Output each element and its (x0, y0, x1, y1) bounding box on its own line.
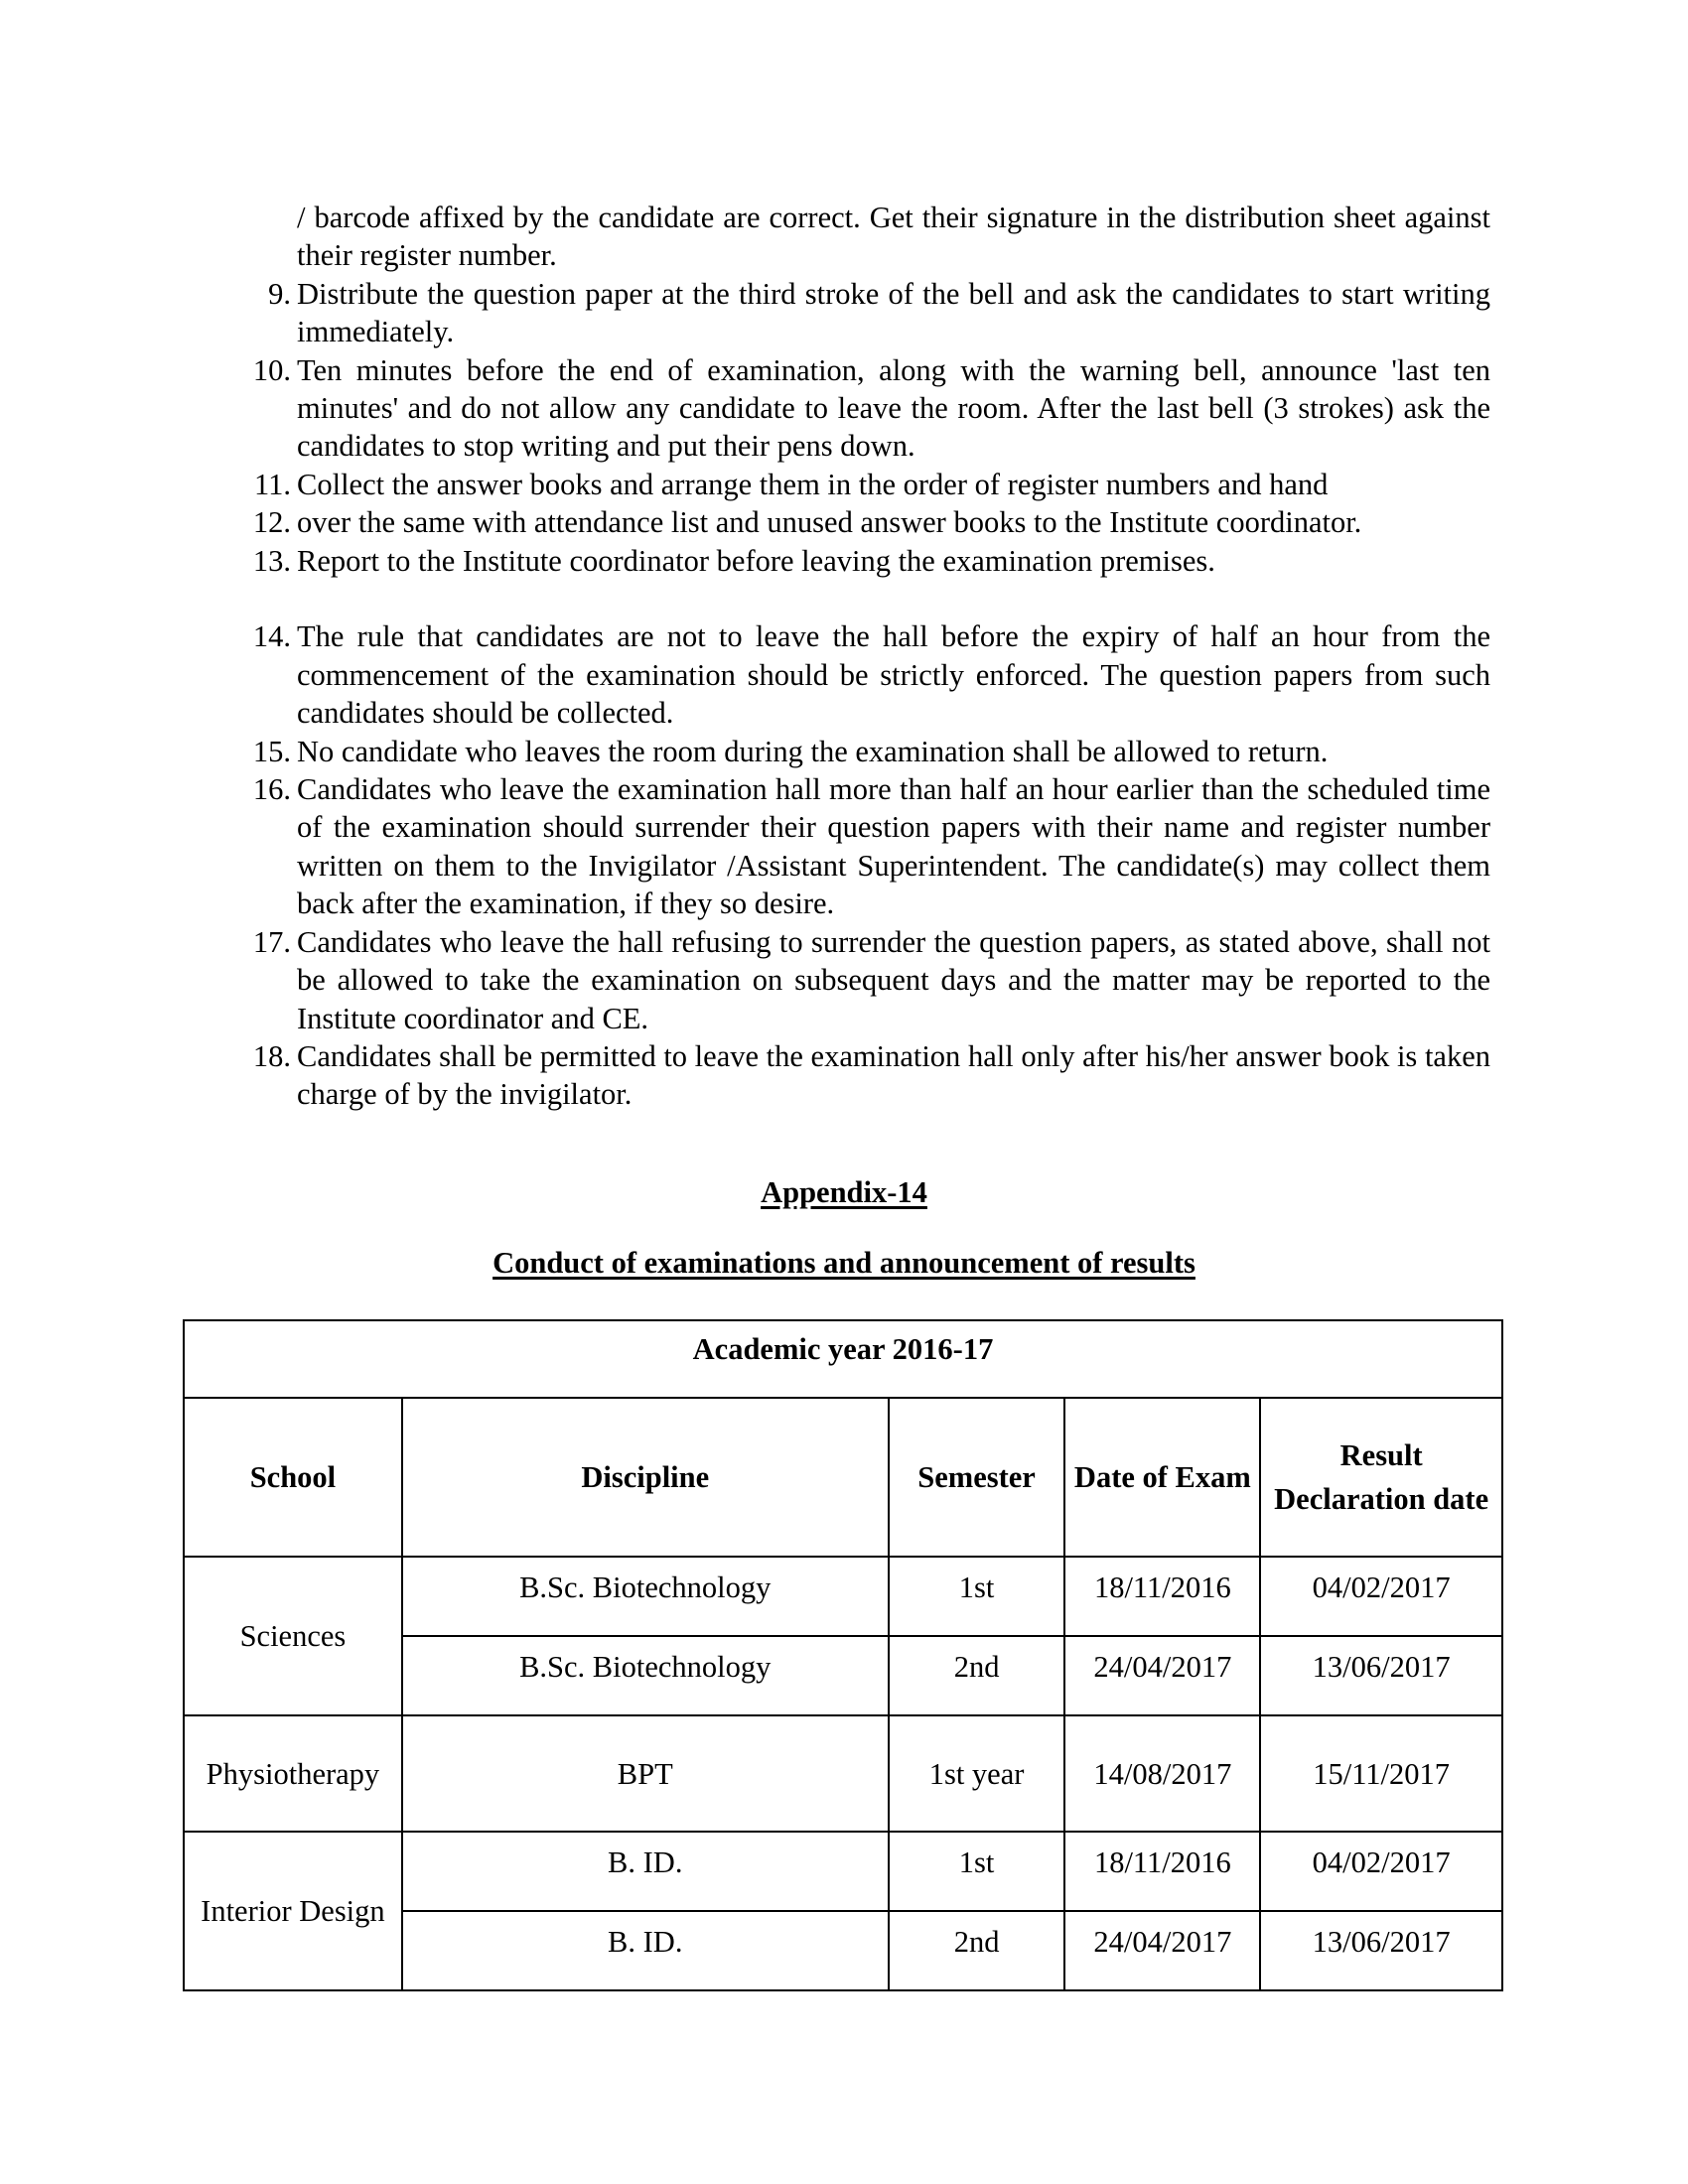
instruction-item (242, 770, 1490, 923)
discipline-cell: B. ID. (402, 1911, 889, 1990)
result-date-cell: 13/06/2017 (1260, 1911, 1502, 1990)
exam-date-cell: 14/08/2017 (1064, 1715, 1260, 1832)
result-date-cell: 04/02/2017 (1260, 1557, 1502, 1636)
item-number: 12. (252, 505, 291, 540)
item-text: No candidate who leaves the room during the examination shall be allowed to return. (297, 734, 1329, 768)
discipline-cell: B. ID. (402, 1832, 889, 1911)
col-header-result-date: Result Declaration date (1260, 1398, 1502, 1557)
item-text: Candidates who leave the hall refusing to surrender the question papers, as stated above, shall not be allowed to take the examination on subsequent days and the matter may be reported to the Institute coordinator and CE. (297, 924, 1490, 1035)
item-number: 17. (252, 924, 291, 959)
semester-cell: 2nd (889, 1636, 1065, 1715)
col-header-semester: Semester (889, 1398, 1065, 1557)
discipline-cell: BPT (402, 1715, 889, 1832)
item-text: Distribute the question paper at the third stroke of the bell and ask the candidates to start writing immediately. (297, 276, 1490, 349)
appendix-subtitle: Conduct of examinations and announcement of results (492, 1246, 1196, 1280)
academic-year-caption: Academic year 2016-17 (184, 1320, 1502, 1398)
instruction-item (242, 466, 1490, 503)
exam-date-cell: 24/04/2017 (1064, 1911, 1260, 1990)
table-row (184, 1557, 1502, 1636)
school-cell: Sciences (184, 1557, 402, 1715)
item-text: over the same with attendance list and unused answer books to the Institute coordinator. (297, 505, 1362, 540)
table-row (184, 1832, 1502, 1911)
appendix-title: Appendix-14 (761, 1175, 927, 1209)
item-number: 11. (254, 467, 291, 501)
semester-cell: 2nd (889, 1911, 1065, 1990)
table-header-row (184, 1398, 1502, 1557)
exam-date-cell: 24/04/2017 (1064, 1636, 1260, 1715)
item-text: Report to the Institute coordinator before leaving the examination premises. (297, 543, 1215, 578)
item-text: Candidates shall be permitted to leave the examination hall only after his/her answer book is taken charge of by the invigilator. (297, 1038, 1490, 1112)
discipline-cell: B.Sc. Biotechnology (402, 1636, 889, 1715)
school-cell: Physiotherapy (184, 1715, 402, 1832)
exam-date-cell: 18/11/2016 (1064, 1832, 1260, 1911)
item-text: Collect the answer books and arrange them in the order of register numbers and hand (297, 467, 1329, 501)
result-date-cell: 13/06/2017 (1260, 1636, 1502, 1715)
semester-cell: 1st (889, 1557, 1065, 1636)
col-header-date-of-exam: Date of Exam (1064, 1398, 1260, 1557)
result-date-cell: 04/02/2017 (1260, 1832, 1502, 1911)
item-text: The rule that candidates are not to leave the hall before the expiry of half an hour from the commencement of the examination should be strictly enforced. The question papers from such candidates should be collected. (297, 619, 1490, 731)
semester-cell: 1st (889, 1832, 1065, 1911)
item-number: 9. (268, 276, 291, 311)
table-caption-row (184, 1320, 1502, 1398)
table-row (184, 1715, 1502, 1832)
instruction-item (242, 733, 1490, 770)
item-number: 13. (252, 543, 291, 578)
exam-date-cell: 18/11/2016 (1064, 1557, 1260, 1636)
results-table (183, 1319, 1503, 1991)
item-text: Ten minutes before the end of examination, along with the warning bell, announce 'last ten minutes' and do not allow any candidate to leave the room. After the last bell (3 strokes) ask the candidates to stop writing and put their pens down. (297, 352, 1490, 464)
item-number: 18. (252, 1038, 291, 1073)
discipline-cell: B.Sc. Biotechnology (402, 1557, 889, 1636)
result-date-cell: 15/11/2017 (1260, 1715, 1502, 1832)
instruction-item (242, 617, 1490, 732)
instruction-item (242, 275, 1490, 351)
instruction-item (242, 923, 1490, 1037)
item-number: 15. (252, 734, 291, 768)
col-header-discipline: Discipline (402, 1398, 889, 1557)
instruction-item (242, 542, 1490, 580)
instruction-item (242, 351, 1490, 466)
item-number: 16. (252, 772, 291, 807)
instruction-item (242, 199, 1490, 275)
item-number: 14. (252, 619, 291, 654)
school-cell: Interior Design (184, 1832, 402, 1990)
col-header-school: School (184, 1398, 402, 1557)
item-text: / barcode affixed by the candidate are correct. Get their signature in the distribution sheet against their register number. (297, 201, 1490, 273)
semester-cell: 1st year (889, 1715, 1065, 1832)
item-number: 10. (252, 352, 291, 387)
instruction-item (242, 503, 1490, 541)
item-text: Candidates who leave the examination hall more than half an hour earlier than the scheduled time of the examination should surrender their question papers with their name and register number written on them to the Invigilator /Assistant Superintendent. The candidate(s) may collect them back after the examination, if they so desire. (297, 772, 1490, 921)
instruction-list (242, 199, 1490, 1114)
instruction-item (242, 1037, 1490, 1114)
